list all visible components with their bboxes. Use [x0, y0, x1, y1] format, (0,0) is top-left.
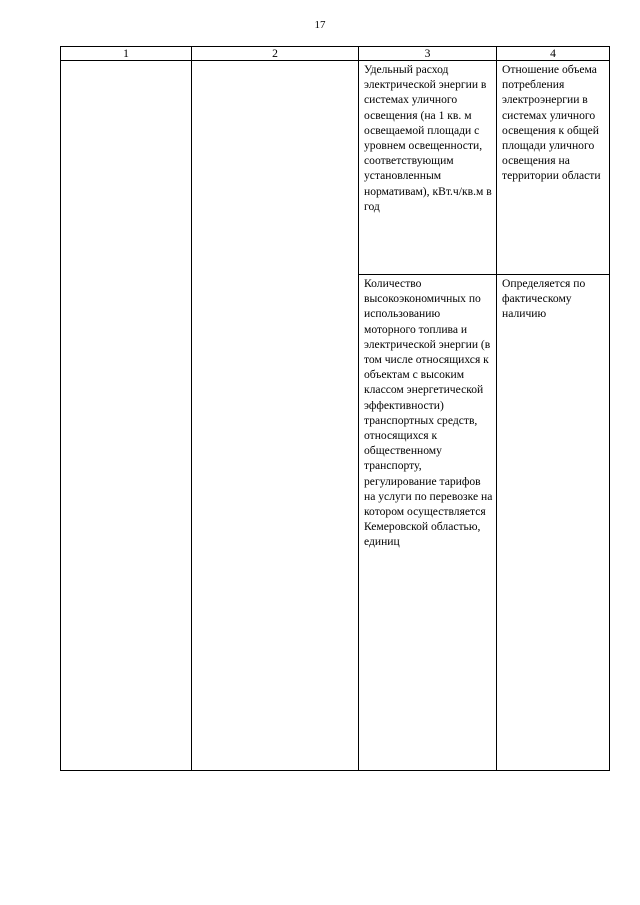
indicator-text: Удельный расход электрической энергии в системах уличного освещения (на 1 кв. м освещаемой площади с уровнем освещенности, соответствующим установленным нормативам), кВт.ч/кв.м в год: [364, 63, 492, 213]
column-header-4: 4: [497, 47, 610, 61]
empty-cell-col2: [192, 61, 359, 771]
indicators-table: [60, 46, 610, 771]
table-header-row: [61, 47, 610, 61]
method-text: Отношение объема потребления электроэнергии в системах уличного освещения к общей площади уличного освещения на территории области: [502, 63, 601, 183]
method-text: Определяется по фактическому наличию: [502, 277, 586, 321]
page-number: 17: [314, 19, 326, 31]
column-header-1: 1: [61, 47, 192, 61]
method-cell: [497, 275, 610, 771]
indicator-cell: [359, 61, 497, 275]
column-header-2: 2: [192, 47, 359, 61]
indicator-cell: [359, 275, 497, 771]
empty-cell-col1: [61, 61, 192, 771]
column-header-3: 3: [359, 47, 497, 61]
indicator-text: Количество высокоэкономичных по использованию моторного топлива и электрической энергии (в том числе относящихся к объектам с высоким классом энергетической эффективности) транспортных средств, относящихся к общественному транспорту, регулирование тарифов на услуги по перевозке на котором осуществляется Кемеровской областью, единиц: [364, 277, 493, 549]
method-cell: [497, 61, 610, 275]
table-row: [61, 61, 610, 275]
